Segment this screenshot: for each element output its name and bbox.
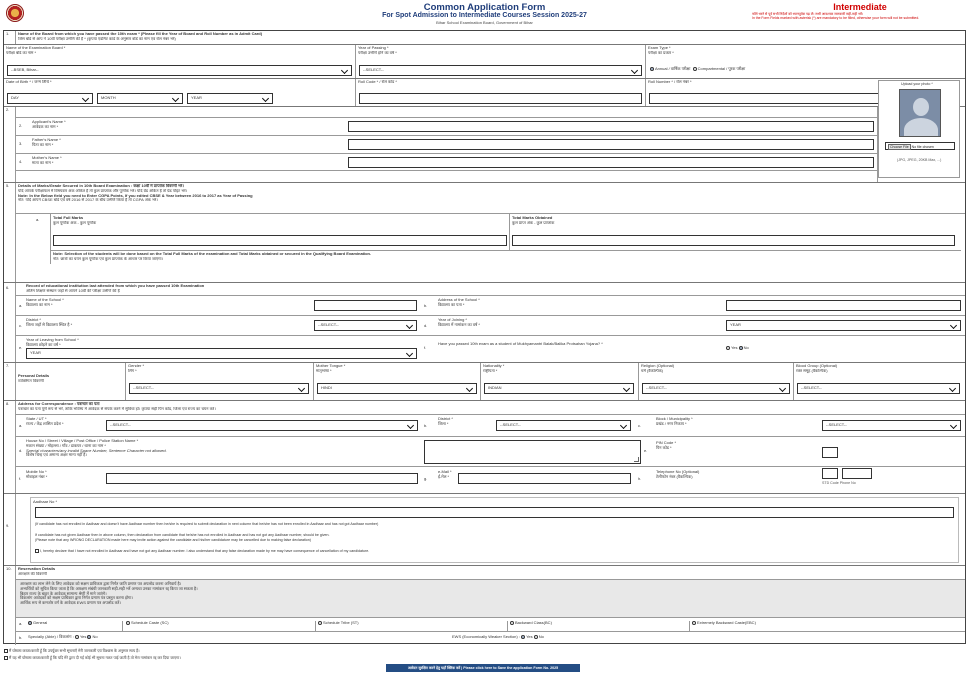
declaration-2-checkbox[interactable]	[4, 656, 8, 660]
board-details-row	[4, 45, 965, 79]
reservation-line-5: आर्थिक रूप से कमजोर वर्ग के आवेदक EWS प्रमाण पत्र अपलोड करें।	[20, 600, 121, 606]
reservation-line-1: आरक्षण का लाभ लेने के लिए आवेदक को सक्षम प्राधिकार द्वारा निर्गत जाति प्रमाण पत्र अपलोड करना अनिवार्य है।	[20, 581, 182, 586]
email-input[interactable]	[458, 473, 631, 484]
pin-label-hindi: पिन कोड *	[656, 444, 672, 450]
year-select[interactable]: --SELECT--	[359, 65, 642, 76]
exam-type-annual-radio[interactable]	[650, 67, 654, 71]
applicant-label-hi: आवेदक का नाम *	[32, 123, 59, 129]
blood-group-label-hindi: रक्त समूह (वैकल्पिक)	[796, 368, 828, 373]
cat-sc-radio[interactable]	[126, 621, 130, 625]
school-district-number: c.	[19, 323, 23, 328]
exam-type-label-hindi: परीक्षा का प्रकार *	[648, 50, 674, 55]
cat-st-cell	[318, 621, 508, 631]
reservation-title-row	[16, 566, 965, 579]
address-section	[4, 401, 965, 494]
aadhaar-declare-text: I, hereby declare that I have not enrolled in Aadhaar and have not got any Aadhaar number. I also understand that any false declaration made by me may have consequence of cancellation of my candidature.	[40, 549, 370, 553]
header-note-hindi: फॉर्म भरने से पूर्व सभी निर्देशों को ध्यानपूर्वक पढ़ लें। सभी आवश्यक जानकारी सही-सही भरें।	[752, 12, 864, 16]
applicant-label	[32, 120, 66, 130]
gender-select[interactable]: --SELECT--	[129, 383, 309, 394]
telephone-label-cell	[656, 470, 699, 480]
credit-label: Have you passed 10th exam as a student of Mukhyamantri Balak/Balika Protsahan Yojana? *	[438, 341, 603, 346]
declaration-1	[4, 649, 954, 654]
aadhaar-section	[4, 494, 965, 566]
board-label-hindi: परीक्षा बोर्ड का नाम *	[6, 50, 37, 55]
email-label-hindi: ई-मेल *	[438, 473, 450, 479]
school-title: Record of educational institution last attended from which you have passed 10th Examination	[26, 284, 205, 288]
father-name-input[interactable]	[348, 139, 874, 150]
roll-number-label: Roll Number * / रोल नंबर *	[648, 80, 692, 84]
ews-no-label: No	[538, 634, 544, 640]
total-obtained-cell	[510, 214, 961, 250]
blood-group-select[interactable]: --SELECT--	[797, 383, 960, 394]
personal-section	[4, 363, 965, 401]
cat-ebc-cell	[692, 621, 756, 626]
school-district-select[interactable]: --SELECT--	[314, 320, 417, 331]
father-number: 3.	[19, 141, 23, 146]
house-label-cell	[26, 439, 416, 458]
declaration-1-checkbox[interactable]	[4, 649, 8, 653]
declaration-2	[4, 656, 954, 661]
mother-number: 4.	[19, 159, 23, 164]
aadhaar-declare-row	[35, 549, 954, 553]
disabled-no-radio[interactable]	[87, 635, 91, 639]
applicant-label-en: Applicant's Name *	[32, 119, 66, 124]
aadhaar-note-3: (Please note that any WRONG DECLARATION made here may invite action against the candidate and his/her candidature may be cancelled due to making false declaration)	[35, 538, 311, 542]
state-label-hindi: राज्य / केंद्र शासित प्रदेश *	[26, 420, 64, 426]
gender-label: Gender *	[128, 364, 145, 368]
school-title-row	[16, 283, 965, 296]
credit-number: f.	[424, 345, 427, 350]
school-row-1	[16, 296, 965, 316]
avatar-shoulders	[904, 118, 938, 137]
cat-sc-label: Schedule Caste (SC)	[131, 620, 169, 626]
cat-st-radio[interactable]	[318, 621, 322, 625]
total-obtained-label: Total Marks Obtained	[512, 216, 553, 220]
email-label: e-Mail *	[438, 469, 452, 474]
marks-line2: Note: In the Below field you need to Enter CGPA Points, If you edited CBSE & Year between 2016 to 2017 as Year of Passing	[18, 193, 253, 198]
mother-tongue-label-hindi: मातृभाषा *	[316, 368, 332, 373]
mother-name-input[interactable]	[348, 157, 874, 168]
photo-file-input[interactable]	[885, 142, 955, 150]
year-leaving-number: e.	[19, 345, 23, 350]
dob-month-select[interactable]: MONTH	[97, 93, 183, 104]
block-select[interactable]: --SELECT--	[822, 420, 961, 431]
board-label: Name of the Examination Board *	[6, 46, 66, 50]
header-note	[752, 13, 966, 21]
applicant-row	[16, 117, 878, 135]
address-district-select[interactable]: --SELECT--	[496, 420, 631, 431]
credit-yes-label: Yes	[731, 345, 738, 351]
address-district-number: b.	[424, 423, 428, 428]
year-leaving-label: Year of Leaving from School *	[26, 337, 79, 342]
total-full-label-hindi: कुल पूर्णांक अंक - कुल पूर्णांक	[53, 220, 97, 225]
credit-no-radio[interactable]	[739, 346, 743, 350]
state-label: State / UT *	[26, 416, 47, 421]
cat-bc-radio[interactable]	[510, 621, 514, 625]
disabled-cell: Specially (Able) / विकलांग : Yes No	[28, 634, 98, 640]
marks-table	[16, 213, 965, 282]
exam-type-compartmental-label: Compartmental / पूरक परीक्षा	[697, 66, 746, 72]
reservation-instructions	[16, 579, 965, 617]
credit-radios	[726, 346, 749, 351]
section-number: 1.	[6, 31, 10, 36]
school-name-label: Name of the School *	[26, 297, 64, 302]
reservation-line-4: विकलांग आवेदकों को सक्षम प्राधिकार द्वारा निर्गत प्रमाण पत्र प्रस्तुत करना होगा।	[20, 595, 133, 601]
ews-label: EWS (Economically Weaker Section)	[452, 634, 518, 640]
house-label: House No / Street / Village / Post Office / Police Station Name *	[26, 438, 139, 443]
house-address-textarea[interactable]	[424, 440, 641, 464]
nationality-label-hindi: राष्ट्रीयता *	[483, 368, 498, 373]
year-joining-select[interactable]: YEAR	[726, 320, 961, 331]
state-label-cell	[26, 417, 64, 427]
section-board-header	[4, 31, 965, 45]
declaration-2-text: मैं यह भी घोषणा करता/करती हूँ कि यदि मेरे द्वारा दी गई कोई भी सूचना गलत पाई जाती है तो मेरा नामांकन रद्द कर दिया जाएगा।	[9, 656, 181, 660]
section-number: 5.	[6, 183, 10, 188]
mobile-label-hindi: मोबाइल नंबर *	[26, 473, 48, 479]
aadhaar-note-1: (If candidate has not enrolled in Aadhaar and doesn't have Aadhaar number then he/she is required to submit declaration in next column that he/she has not been enrolled in Aadhaar and has not got Aadhaar number)	[35, 522, 379, 526]
cat-bc-cell	[510, 621, 690, 631]
telephone-number: h.	[638, 476, 642, 481]
mobile-label-cell	[26, 470, 47, 480]
credit-yes-radio[interactable]	[726, 346, 730, 350]
dob-day-select[interactable]: DAY	[7, 93, 93, 104]
school-address-label-cell	[438, 298, 480, 308]
pin-number: e.	[644, 448, 648, 453]
school-address-label: Address of the School *	[438, 297, 480, 302]
year-leaving-label-hindi: विद्यालय छोड़ने का वर्ष *	[26, 341, 61, 347]
school-row-3	[16, 336, 965, 362]
year-joining-label-cell	[438, 318, 480, 328]
address-title-row	[16, 401, 965, 415]
exam-type-radios	[650, 67, 745, 72]
school-district-label-hindi: जिला जहाँ से विद्यालय स्थित है *	[26, 321, 73, 327]
block-label-cell	[656, 417, 693, 427]
exam-type-annual-label: Annual / वार्षिक परीक्षा	[655, 66, 691, 72]
ews-no-radio[interactable]	[534, 635, 538, 639]
block-label: Block / Municipality *	[656, 416, 693, 421]
choose-file-button[interactable]: Choose File	[890, 145, 909, 149]
state-select[interactable]: --SELECT--	[106, 420, 418, 431]
school-section	[4, 283, 965, 363]
house-note: Special characters/any invalid Space Number, Sentence Character not allowed.	[26, 447, 167, 453]
year-leaving-select[interactable]: YEAR	[26, 348, 417, 359]
address-title: Address for Correspondence : पत्राचार का पता	[18, 402, 100, 406]
mobile-number: f.	[19, 476, 22, 481]
personal-title: Personal Details	[18, 374, 50, 378]
mother-tongue-select[interactable]: HINDI	[317, 383, 477, 394]
save-application-button[interactable]: आवेदन सुरक्षित करने हेतु यहाँ क्लिक करें | Please click here to Save the application Form No. 2025	[386, 664, 580, 672]
page-header	[0, 0, 969, 28]
address-row-1	[16, 415, 965, 437]
nationality-select[interactable]: INDIAN	[484, 383, 634, 394]
cat-sc-cell	[126, 621, 316, 631]
address-district-label: District *	[438, 416, 453, 421]
ews-yes-label: Yes	[526, 634, 533, 640]
email-number: g.	[424, 476, 428, 481]
cat-general-cell	[28, 621, 123, 631]
mother-label-en: Mother's Name *	[32, 155, 62, 160]
state-number: a.	[19, 423, 23, 428]
year-leaving-label-cell	[26, 338, 79, 348]
father-label-en: Father's Name *	[32, 137, 61, 142]
cat-st-label: Schedule Tribe (ST)	[323, 620, 359, 626]
school-title-hindi: अंतिम शिक्षण संस्थान जहाँ से आपने 10वीं की परीक्षा उत्तीर्ण की है	[26, 288, 120, 293]
application-form	[3, 30, 966, 644]
aadhaar-input[interactable]	[35, 507, 954, 518]
total-obtained-label-hindi: कुल प्राप्त अंक - कुल प्राप्तांक	[512, 220, 555, 225]
cat-ebc-radio[interactable]	[692, 621, 696, 625]
marks-note: Note: Selection of the students will be done based on the Total Full Marks of the examination and Total Marks obtained or secured in the Qualifying Board Examination.	[53, 252, 372, 256]
house-note-hindi: विशेष चिन्ह एवं अमान्य अक्षर मान्य नहीं हैं।	[26, 452, 87, 458]
disabled-label: Specially (Able) / विकलांग	[28, 634, 72, 640]
file-status: No file chosen	[911, 145, 934, 149]
section-number: 2.	[6, 107, 10, 112]
school-address-label-hindi: विद्यालय का पता *	[438, 301, 465, 307]
disabled-ews-row	[16, 631, 965, 644]
section-number: 7.	[6, 363, 10, 368]
disabled-no-label: No	[92, 634, 98, 640]
religion-select[interactable]: --SELECT--	[642, 383, 790, 394]
disabled-number: b.	[19, 635, 23, 640]
school-district-label-cell	[26, 318, 72, 328]
section-board-title-hindi: जिस बोर्ड से आप ने 10वीं परीक्षा उत्तीर्ण की है * (कृपया एडमिट कार्ड के अनुसार बोर्ड का नाम एवं रोल नंबर भरें)	[18, 36, 176, 41]
nationality-label: Nationality *	[483, 364, 505, 368]
telephone-label: Telephone No (Optional)	[656, 469, 700, 474]
roll-code-label: Roll Code * / रोल कोड *	[358, 80, 397, 84]
cat-general-radio[interactable]	[28, 621, 32, 625]
school-district-label: District *	[26, 317, 41, 322]
section-number: 8.	[6, 401, 10, 406]
house-label-hindi: मकान संख्या / मोहल्ला / गाँव / डाकघर / थाना का नाम *	[26, 442, 106, 448]
avatar-placeholder-icon	[899, 89, 941, 137]
address-line: पत्राचार का पता पूर्ण रूप से भरें, ताकि भविष्य में आवेदक से संपर्क करने में सुविधा हो। कृपया सही पिन कोड, जिला एवं राज्य का चयन करें।	[18, 406, 216, 411]
gender-label-hindi: लिंग *	[128, 368, 137, 373]
applicant-name-input[interactable]	[348, 121, 874, 132]
school-row-2	[16, 316, 965, 336]
declaration-1-text: मैं घोषणा करता/करती हूँ कि उपर्युक्त सभी सूचनाएँ मेरी जानकारी एवं विश्वास के अनुसार सत्य हैं।	[9, 649, 140, 653]
religion-label: Religion (Optional)	[641, 364, 675, 368]
std-hint: STD Code Phone No	[822, 481, 856, 485]
block-label-hindi: प्रखंड / नगर निकाय *	[656, 420, 687, 426]
marks-note-cell	[50, 250, 961, 264]
ews-cell: EWS (Economically Weaker Section) : Yes No	[452, 634, 544, 640]
marks-title: Details of Marks/Grade Secured in 10th Board Examination : कक्षा 10वीं में प्राप्तांक विवरणी भरें।	[18, 184, 184, 188]
total-full-cell	[50, 214, 510, 250]
section-number: 6.	[6, 285, 10, 290]
marks-section	[4, 183, 965, 283]
reservation-line-2: अभ्यर्थियों को सूचित किया जाता है कि आरक्षण संबंधी जानकारी सही-सही भरें अन्यथा उनका नामांकन रद्द किया जा सकता है।	[20, 585, 198, 591]
father-label	[32, 138, 61, 148]
mother-label	[32, 156, 62, 166]
textarea-resize-icon[interactable]	[634, 457, 639, 462]
reservation-section	[4, 566, 965, 645]
cat-bc-label: Backward Class(BC)	[515, 620, 552, 626]
year-label: Year of Passing *	[358, 46, 389, 50]
disabled-yes-label: Yes	[79, 634, 87, 640]
reservation-title-hindi: आरक्षण की विवरणी	[18, 571, 47, 576]
pin-label: PIN Code *	[656, 440, 677, 445]
board-select[interactable]: --BSEB, Bihar--	[7, 65, 352, 76]
pin-label-cell	[656, 441, 676, 451]
page-title: Common Application Form	[423, 2, 546, 13]
board-name: Bihar School Examination Board, Government of Bihar	[436, 20, 533, 25]
father-row	[16, 135, 878, 153]
reservation-line-3: बिहार राज्य के बाहर के आवेदक सामान्य श्रेणी में माने जाएंगे।	[20, 590, 107, 596]
dob-label: Date of Birth * / जन्म तिथि *	[6, 80, 52, 84]
dob-roll-row	[4, 79, 965, 107]
aadhaar-box	[30, 497, 959, 563]
marks-sub-number: a.	[36, 217, 40, 222]
year-label-hindi: परीक्षा उत्तीर्ण होने का वर्ष *	[358, 50, 397, 55]
house-number: d.	[19, 448, 23, 453]
avatar-head	[913, 98, 929, 116]
blood-group-label: Blood Group (Optional)	[796, 364, 838, 368]
personal-title-hindi: व्यक्तिगत विवरणी	[18, 378, 44, 383]
address-row-3	[16, 467, 965, 493]
year-joining-number: d.	[424, 323, 428, 328]
section-number: 9.	[6, 523, 10, 528]
father-label-hi: पिता का नाम *	[32, 141, 54, 147]
email-label-cell	[438, 470, 452, 480]
photo-hint: (JPG, JPEG, 20KB Max, ...)	[897, 158, 942, 162]
disabled-yes-radio[interactable]	[75, 635, 79, 639]
year-joining-label: Year of Joining *	[438, 317, 467, 322]
school-address-number: b.	[424, 303, 428, 308]
school-name-input[interactable]	[314, 300, 417, 311]
mobile-label: Mobile No *	[26, 469, 47, 474]
aadhaar-note-2: If candidate has not given Aadhaar then in above column, then declaration from candidate that he/she has not enrolled in Aadhaar and has not got any Aadhaar number, should be given.	[35, 533, 330, 537]
std-code-input[interactable]	[822, 468, 838, 479]
category-number: a.	[19, 621, 23, 626]
credit-no-label: No	[743, 345, 749, 351]
section-number: 10.	[6, 566, 12, 571]
photo-upload-box	[878, 80, 960, 178]
exam-type-compartmental-radio[interactable]	[693, 67, 697, 71]
address-district-label-hindi: जिला *	[438, 420, 449, 426]
course-title: Intermediate	[833, 2, 887, 12]
mother-row	[16, 153, 878, 171]
address-district-label-cell	[438, 417, 453, 427]
aadhaar-declare-checkbox[interactable]	[35, 549, 39, 553]
photo-label: Upload your photo *	[901, 82, 933, 86]
cat-ebc-label: Extremely Backward Caste(EBC)	[697, 620, 756, 626]
category-row	[16, 617, 965, 631]
section-board-title: Name of the Board from which you have passed the 10th exam * (Please fill the Year of Board and Roll Number as in Admit Card)	[18, 32, 263, 36]
page-subtitle: For Spot Admission to Intermediate Courses Session 2025-27	[382, 12, 587, 19]
applicant-number: 2.	[19, 123, 23, 128]
phone-no-input[interactable]	[842, 468, 872, 479]
school-name-label-hindi: विद्यालय का नाम *	[26, 301, 53, 307]
cat-general-label: General	[33, 620, 48, 626]
roll-code-input[interactable]	[359, 93, 642, 104]
reservation-title: Reservation Details	[18, 567, 56, 571]
school-name-label-cell	[26, 298, 311, 308]
dob-year-select[interactable]: YEAR	[187, 93, 273, 104]
names-section	[4, 107, 965, 183]
marks-line3: नोट: यदि आपने CBSE बोर्ड एवं वर्ष 2016 से 2017 के बीच उत्तीर्ण किया है तो CGPA अंक भरें।	[18, 198, 158, 203]
religion-label-hindi: धर्म (वैकल्पिक)	[641, 368, 664, 373]
pin-code-input[interactable]	[822, 447, 838, 458]
year-joining-label-hindi: विद्यालय में नामांकन का वर्ष *	[438, 321, 480, 327]
header-note-english: In the Form Fields marked with asterisk (*) are mandatory to be filled, otherwise your form will not be submitted.	[752, 15, 920, 20]
aadhaar-label: Aadhaar No *	[33, 500, 58, 504]
marks-line1: यदि आपके परीक्षाफल में विषयवार अंक अंकित हैं तो कुल प्राप्तांक और पूर्णांक भरें। यदि ग्रेड अंकित है तो ग्रेड पॉइंट भरें।	[18, 188, 188, 193]
school-name-number: a.	[19, 303, 23, 308]
mother-label-hi: माता का नाम *	[32, 159, 54, 165]
total-full-marks-input[interactable]	[53, 235, 507, 246]
block-number: c.	[638, 423, 642, 428]
telephone-label-hindi: टेलीफोन नंबर (वैकल्पिक)	[656, 473, 693, 479]
address-row-2	[16, 437, 965, 467]
ews-yes-radio[interactable]	[521, 635, 525, 639]
school-address-input[interactable]	[726, 300, 961, 311]
mobile-input[interactable]	[106, 473, 418, 484]
total-full-label: Total Full Marks	[53, 216, 84, 220]
exam-type-label: Exam Type *	[648, 46, 671, 50]
marks-note-hindi: नोट: छात्रों का चयन कुल पूर्णांक एवं कुल प्राप्तांक के आधार पर किया जाएगा।	[53, 256, 163, 261]
mother-tongue-label: Mother Tongue *	[316, 364, 346, 368]
total-obtained-marks-input[interactable]	[512, 235, 955, 246]
